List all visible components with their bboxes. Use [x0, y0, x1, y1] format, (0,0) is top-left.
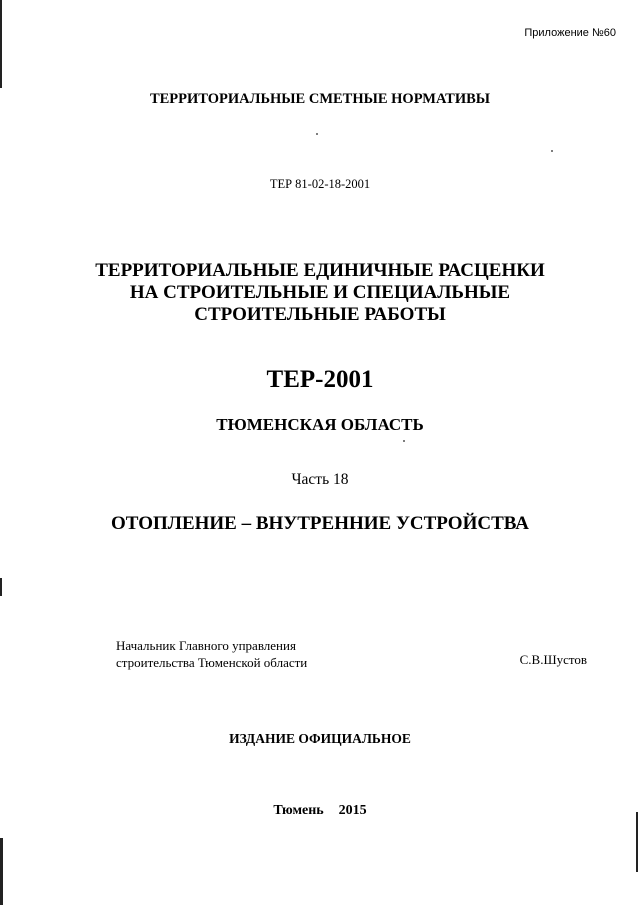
scan-speck [403, 440, 405, 442]
region-title: ТЮМЕНСКАЯ ОБЛАСТЬ [216, 415, 424, 434]
scan-edge-mark-bottom-left [0, 838, 3, 905]
edition-label: ИЗДАНИЕ ОФИЦИАЛЬНОЕ [229, 731, 411, 746]
short-code: ТЕР-2001 [266, 366, 374, 393]
main-title [0, 260, 640, 326]
part-number: Часть 18 [291, 471, 349, 488]
city-year: Тюмень 2015 [273, 803, 367, 818]
section-title: ОТОПЛЕНИЕ – ВНУТРЕННИЕ УСТРОЙСТВА [111, 513, 529, 534]
signer-position [116, 637, 307, 671]
signer-name: С.В.Шустов [519, 652, 587, 667]
main-title-line-1: ТЕРРИТОРИАЛЬНЫЕ ЕДИНИЧНЫЕ РАСЦЕНКИ [95, 260, 545, 281]
main-title-line-2: НА СТРОИТЕЛЬНЫЕ И СПЕЦИАЛЬНЫЕ [129, 282, 511, 303]
scan-edge-mark-left [0, 578, 2, 596]
document-code: ТЕР 81-02-18-2001 [269, 177, 371, 191]
signer-position-line-2: строительства Тюменской области [116, 655, 308, 670]
appendix-label: Приложение №60 [524, 27, 616, 39]
scan-edge-mark-right [636, 812, 638, 872]
main-title-line-3: СТРОИТЕЛЬНЫЕ РАБОТЫ [194, 304, 446, 325]
signer-position-line-1: Начальник Главного управления [116, 638, 296, 653]
series-title: ТЕРРИТОРИАЛЬНЫЕ СМЕТНЫЕ НОРМАТИВЫ [149, 91, 491, 107]
scan-speck [316, 133, 318, 135]
scan-edge-mark-top-left [0, 0, 2, 88]
scan-speck [551, 150, 553, 152]
